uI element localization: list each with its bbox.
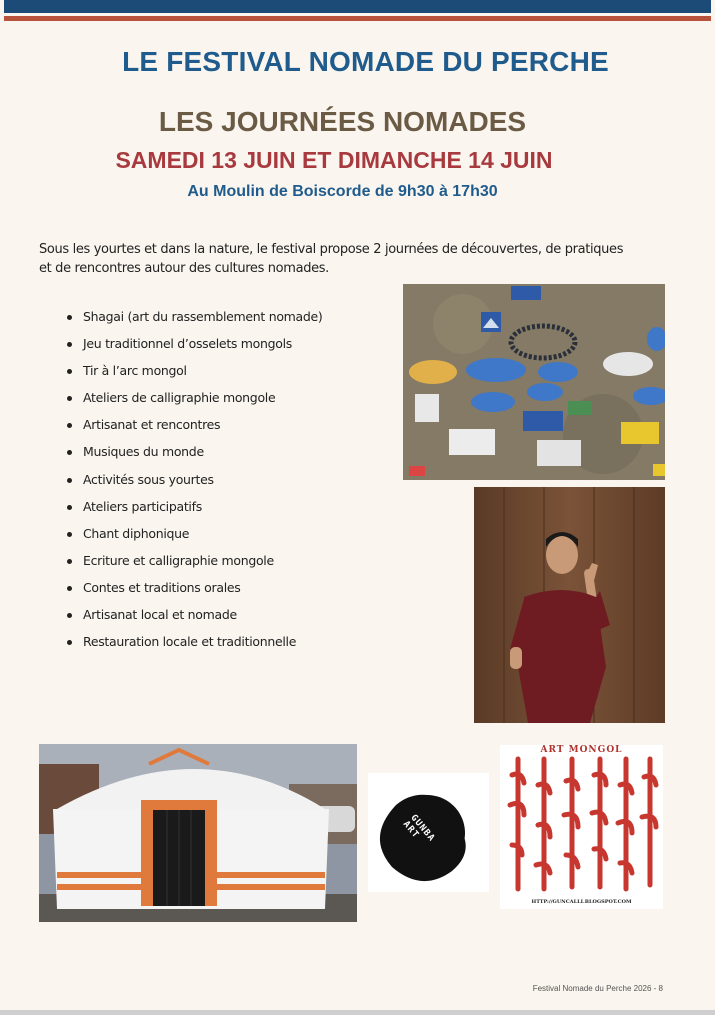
list-item: Ateliers de calligraphie mongole — [64, 389, 323, 416]
list-item: Activités sous yourtes — [64, 471, 323, 498]
page-subtitle: LES JOURNÉES NOMADES — [158, 106, 527, 137]
page-title: LE FESTIVAL NOMADE DU PERCHE — [122, 46, 609, 77]
intro-paragraph: Sous les yourtes et dans la nature, le festival propose 2 journées de découvertes, de pratiques et de rencontres autour des cultures nomades. — [39, 242, 624, 276]
list-item: Jeu traditionnel d’osselets mongols — [64, 335, 323, 362]
gunba-art-logo — [368, 773, 489, 892]
list-item: Contes et traditions orales — [64, 579, 323, 606]
list-item: Artisanat local et nomade — [64, 606, 323, 633]
top-blue-bar — [4, 0, 711, 13]
bottom-divider — [0, 1010, 715, 1015]
list-item: Chant diphonique — [64, 525, 323, 552]
list-item: Ecriture et calligraphie mongole — [64, 552, 323, 579]
activities-list — [64, 308, 323, 660]
page-footer: Festival Nomade du Perche 2026 - 8 — [532, 984, 663, 993]
event-location: Au Moulin de Boiscorde de 9h30 à 17h30 — [187, 183, 498, 200]
list-item: Musiques du monde — [64, 443, 323, 470]
yurt-photo — [39, 744, 357, 922]
list-item: Restauration locale et traditionnelle — [64, 633, 323, 660]
event-dates: SAMEDI 13 JUIN ET DIMANCHE 14 JUIN — [115, 147, 553, 173]
list-item: Artisanat et rencontres — [64, 416, 323, 443]
list-item: Tir à l’arc mongol — [64, 362, 323, 389]
list-item: Ateliers participatifs — [64, 498, 323, 525]
top-red-bar — [4, 16, 711, 21]
aerial-festival-photo — [403, 284, 665, 480]
art-mongol-url: HTTP://GUNCALLI.BLOGSPOT.COM — [531, 899, 632, 905]
gunba-art-text: GUNBA ART — [400, 813, 437, 845]
art-mongol-title: ART MONGOL — [540, 745, 623, 755]
list-item: Shagai (art du rassemblement nomade) — [64, 308, 323, 335]
art-mongol-calligraphy — [500, 745, 663, 909]
performer-photo — [474, 487, 665, 723]
